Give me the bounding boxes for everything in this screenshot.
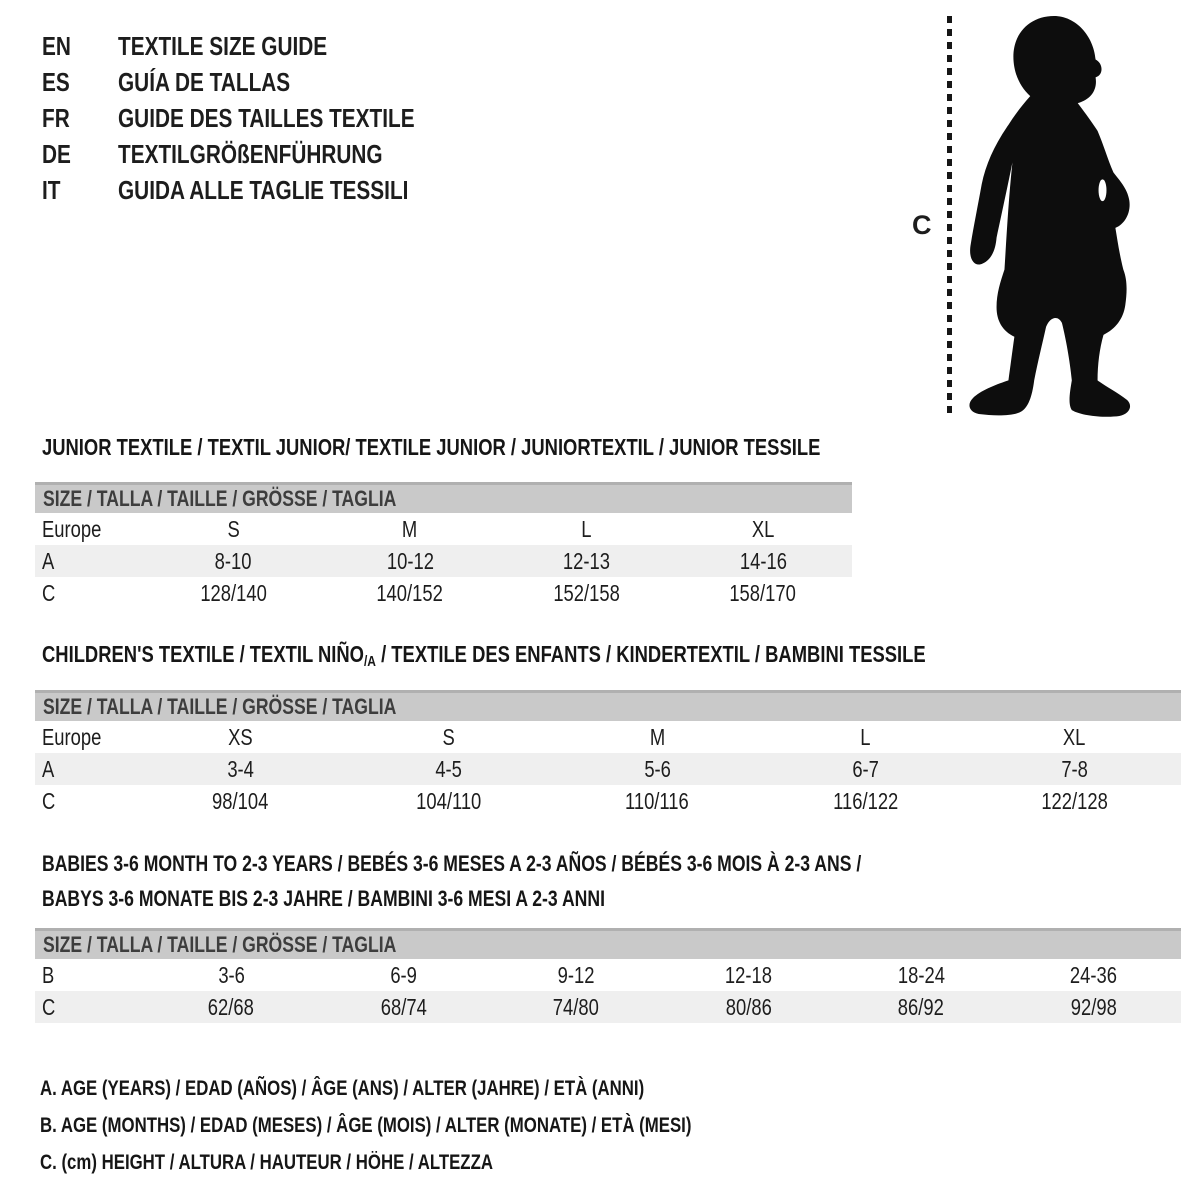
size-cell: 68/74 — [380, 993, 427, 1020]
language-label: TEXTILGRÖßENFÜHRUNG — [118, 138, 383, 169]
size-cell: 110/116 — [625, 787, 690, 814]
row-label: Europe — [42, 515, 102, 542]
size-header-bar — [35, 482, 852, 513]
babies-title-line2: BABYS 3-6 MONATE BIS 2-3 JAHRE / BAMBINI 3-6 MESI A 2-3 ANNI — [42, 886, 605, 911]
language-label: GUÍA DE TALLAS — [118, 66, 291, 97]
language-code: FR — [42, 102, 70, 133]
babies-size-table — [35, 928, 1181, 1023]
language-row-it — [42, 172, 489, 208]
row-label: A — [42, 547, 55, 574]
table-row-c — [35, 785, 1181, 817]
size-cell: XS — [227, 723, 253, 750]
language-code: IT — [42, 174, 61, 205]
size-cell: 10-12 — [386, 547, 434, 574]
children-size-table — [35, 690, 1181, 817]
size-cell: 140/152 — [376, 579, 444, 606]
size-header-bar — [35, 690, 1181, 721]
measurement-legend — [40, 1070, 854, 1181]
size-header-bar — [35, 928, 1181, 959]
size-cell: 12-18 — [725, 961, 773, 988]
row-label: Europe — [42, 723, 102, 750]
size-cell: 8-10 — [215, 547, 252, 574]
size-cell: L — [860, 723, 871, 750]
language-label: GUIDA ALLE TAGLIE TESSILI — [118, 174, 409, 205]
height-dashed-line — [947, 16, 952, 416]
row-label: A — [42, 755, 55, 782]
table-row-c — [35, 577, 852, 609]
size-cell: 14-16 — [739, 547, 787, 574]
language-list — [42, 28, 489, 208]
size-cell: 128/140 — [200, 579, 267, 606]
table-row-a — [35, 753, 1181, 785]
table-row-c — [35, 991, 1181, 1023]
height-label-c: C — [912, 210, 932, 240]
size-cell: 74/80 — [553, 993, 600, 1020]
language-label: GUIDE DES TAILLES TEXTILE — [118, 102, 415, 133]
size-cell: 80/86 — [725, 993, 772, 1020]
row-label: B — [42, 961, 55, 988]
row-label: C — [42, 579, 56, 606]
legend-line-c: C. (cm) HEIGHT / ALTURA / HAUTEUR / HÖHE / ALTEZZA — [40, 1150, 493, 1174]
children-section-title-text: CHILDREN'S TEXTILE / TEXTIL NIÑO/A / TEXTILE DES ENFANTS / KINDERTEXTIL / BAMBINI TESSILE — [42, 641, 926, 670]
table-row-europe — [35, 513, 852, 545]
language-row-es — [42, 64, 489, 100]
children-section-title — [42, 641, 1147, 670]
language-code: DE — [42, 138, 71, 169]
size-header-label: SIZE / TALLA / TAILLE / GRÖSSE / TAGLIA — [43, 932, 397, 957]
size-cell: 9-12 — [557, 961, 595, 988]
junior-section-title-text: JUNIOR TEXTILE / TEXTIL JUNIOR/ TEXTILE JUNIOR / JUNIORTEXTIL / JUNIOR TESSILE — [42, 434, 821, 460]
size-cell: 3-4 — [226, 755, 254, 782]
size-cell: 18-24 — [897, 961, 945, 988]
table-row-b — [35, 959, 1181, 991]
babies-section-title — [42, 846, 1066, 916]
legend-line-b: B. AGE (MONTHS) / EDAD (MESES) / ÂGE (MOIS) / ALTER (MONATE) / ETÀ (MESI) — [40, 1113, 692, 1137]
language-row-fr — [42, 100, 489, 136]
size-cell: 5-6 — [643, 755, 671, 782]
size-cell: S — [227, 515, 240, 542]
size-cell: 62/68 — [208, 993, 255, 1020]
size-cell: 98/104 — [211, 787, 269, 814]
size-cell: 24-36 — [1070, 961, 1118, 988]
language-code: ES — [42, 66, 70, 97]
size-cell: L — [581, 515, 592, 542]
size-cell: 6-7 — [852, 755, 880, 782]
size-cell: 86/92 — [898, 993, 945, 1020]
table-row-europe — [35, 721, 1181, 753]
size-cell: 4-5 — [435, 755, 462, 782]
size-cell: 3-6 — [217, 961, 245, 988]
size-cell: 92/98 — [1070, 993, 1117, 1020]
size-header-label: SIZE / TALLA / TAILLE / GRÖSSE / TAGLIA — [43, 486, 397, 511]
size-cell: 158/170 — [729, 579, 797, 606]
size-cell: S — [442, 723, 455, 750]
size-cell: 104/110 — [416, 787, 482, 814]
size-cell: M — [649, 723, 665, 750]
title-subscript: /A — [363, 653, 376, 670]
language-label: TEXTILE SIZE GUIDE — [118, 30, 328, 61]
legend-line-a: A. AGE (YEARS) / EDAD (AÑOS) / ÂGE (ANS) / ALTER (JAHRE) / ETÀ (ANNI) — [40, 1076, 645, 1100]
size-cell: XL — [751, 515, 775, 542]
size-cell: 7-8 — [1061, 755, 1088, 782]
junior-size-table — [35, 482, 852, 609]
row-label: C — [42, 787, 56, 814]
size-cell: 122/128 — [1041, 787, 1108, 814]
junior-section-title — [42, 434, 1015, 461]
language-row-de — [42, 136, 489, 172]
table-row-a — [35, 545, 852, 577]
language-row-en — [42, 28, 489, 64]
babies-title-line1: BABIES 3-6 MONTH TO 2-3 YEARS / BEBÉS 3-6 MESES A 2-3 AÑOS / BÉBÉS 3-6 MOIS À 2-3 ANS / — [42, 851, 862, 876]
toddler-silhouette-icon — [958, 12, 1148, 423]
row-label: C — [42, 993, 56, 1020]
size-cell: 6-9 — [390, 961, 418, 988]
size-cell: 152/158 — [553, 579, 620, 606]
language-code: EN — [42, 30, 71, 61]
size-cell: 12-13 — [562, 547, 610, 574]
size-header-label: SIZE / TALLA / TAILLE / GRÖSSE / TAGLIA — [43, 694, 397, 719]
size-cell: XL — [1063, 723, 1086, 750]
size-cell: M — [402, 515, 418, 542]
size-cell: 116/122 — [833, 787, 899, 814]
